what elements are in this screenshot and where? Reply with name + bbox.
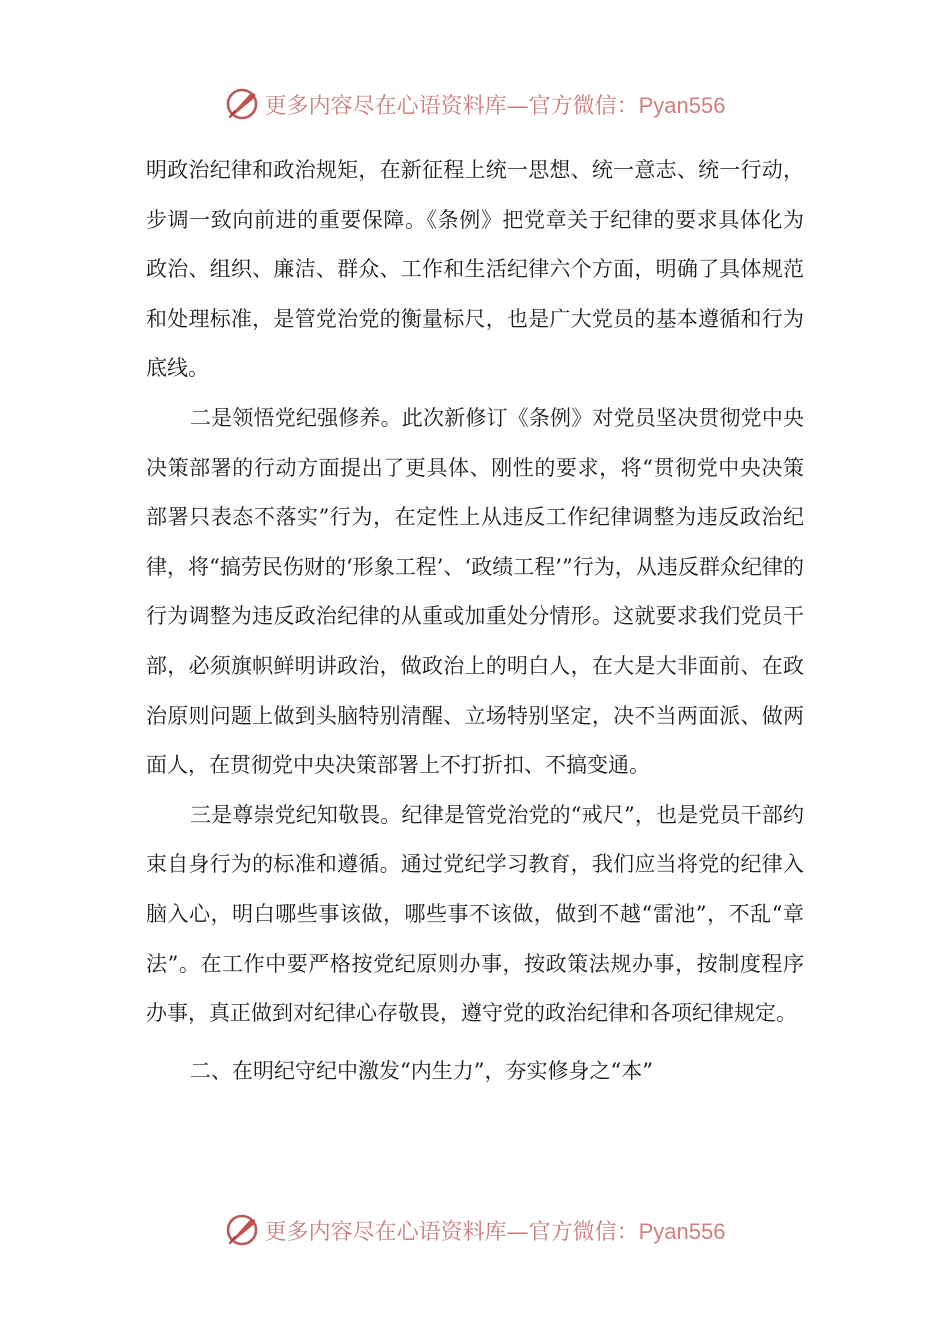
brand-text: 更多内容尽在心语资料库—官方微信：	[264, 1219, 639, 1245]
wechat-id: Pyan556	[638, 1218, 726, 1244]
paragraph-point-three: 三是尊崇党纪知敬畏。纪律是管党治党的“戒尺”，也是党员干部约束自身行为的标准和遵循。通过党纪学习教育，我们应当将党的纪律入脑入心，明白哪些事该做，哪些事不该做，做到不越“雷池”，不乱“章法”。在工作中要严格按党纪原则办事，按政策法规办事，按制度程序办事，真正做到对纪律心存敬畏，遵守党的政治纪律和各项纪律规定。	[146, 802, 804, 1026]
footer-watermark-banner	[0, 1210, 950, 1250]
quill-logo-icon	[225, 1213, 259, 1247]
paragraph-continuation: 明政治纪律和政治规矩，在新征程上统一思想、统一意志、统一行动，步调一致向前进的重要保障。《条例》把党章关于纪律的要求具体化为政治、组织、廉洁、群众、工作和生活纪律六个方面，明确了具体规范和处理标准，是管党治党的衡量标尺，也是广大党员的基本遵循和行为底线。	[146, 158, 804, 381]
paragraph-point-two: 二是领悟党纪强修养。此次新修订《条例》对党员坚决贯彻党中央决策部署的行动方面提出了更具体、刚性的要求，将“贯彻党中央决策部署只表态不落实”行为，在定性上从违反工作纪律调整为违反政治纪律，将“搞劳民伤财的‘形象工程’、‘政绩工程’”行为，从违反群众纪律的行为调整为违反政治纪律的从重或加重处分情形。这就要求我们党员干部，必须旗帜鲜明讲政治，做政治上的明白人，在大是大非面前、在政治原则问题上做到头脑特别清醒、立场特别坚定，决不当两面派、做两面人，在贯彻党中央决策部署上不打折扣、不搞变通。	[146, 405, 804, 778]
header-watermark-banner	[0, 84, 950, 124]
brand-text: 更多内容尽在心语资料库—官方微信：	[264, 93, 639, 119]
watermark-text	[265, 89, 726, 120]
watermark-text	[265, 1215, 726, 1246]
document-body	[146, 146, 804, 1096]
section-heading: 二、在明纪守纪中激发“内生力”，夯实修身之“本”	[190, 1058, 653, 1083]
quill-logo-icon	[225, 87, 259, 121]
wechat-id: Pyan556	[638, 92, 726, 118]
